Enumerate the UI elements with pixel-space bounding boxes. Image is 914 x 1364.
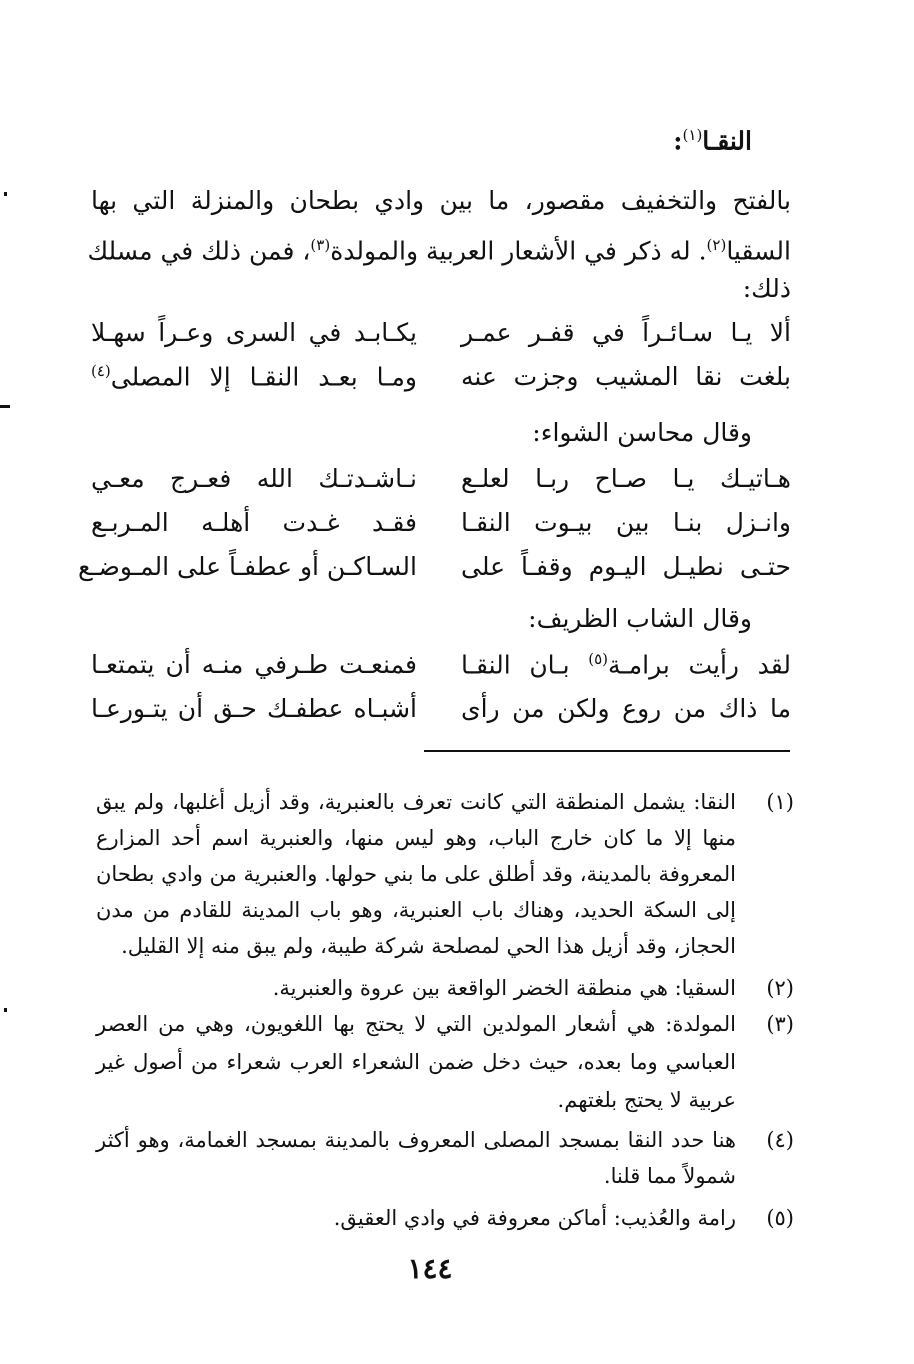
footnote-ref-2: (٢) [706,236,727,254]
poem2-verse3-left: السـاكـن أو عطفـاً على المـوضـع [77,552,417,581]
poet-intro-3: وقال الشاب الظريف: [528,604,752,633]
page-number: ١٤٤ [407,1252,453,1285]
footnote-1-line-4: إلى السكة الحديد، وهناك باب العنبرية، وهو باب المدينة للقادم من مدن [96,898,736,922]
footnote-3-line-2: العباسي وما بعده، حيث دخل ضمن الشعراء العرب شعراء من أصول غير [96,1050,736,1074]
footnote-4-line-1: هنا حدد النقا بمسجد المصلى المعروف بالمدينة بمسجد الغمامة، وهو أكثر [96,1128,736,1152]
entry-heading-colon: : [673,126,683,156]
footnote-3-line-3: عربية لا يحتج بلغتهم. [557,1088,736,1112]
scan-mark-bottom [4,1008,7,1012]
poem2-verse1-left: نـاشـدتـك الله فعـرج معـي [91,464,417,493]
intro-line-2-rest2: ، فمن ذلك في مسلك [87,236,311,266]
poem3-verse1-right-rest: بـان النقـا [461,650,589,680]
poem2-verse3-right: حتـى نطيـل اليـوم وقفـاً على [461,552,791,581]
footnote-4-line-2: شمولاً مما قلنا. [603,1164,736,1188]
footnote-ref-3: (٣) [310,236,331,254]
poem3-verse2-left: أشبـاه عطفـك حـق أن يتـورعـا [91,694,417,723]
intro-line-2-text: السقيا [726,236,791,266]
footnote-3-line-1: المولدة: هي أشعار المولدين التي لا يحتج بها اللغويون، وهي من العصر [96,1012,736,1036]
intro-line-2-rest: . له ذكر في الأشعار العربية والمولدة [330,236,707,266]
intro-line-3: ذلك: [742,274,791,303]
footnote-1-line-1: النقا: يشمل المنطقة التي كانت تعرف بالعنبرية، وقد أزيل أغلبها، ولم يبق [96,790,736,814]
poet-intro-2: وقال محاسن الشواء: [532,418,752,447]
footnote-1-number: (١) [766,790,794,814]
entry-heading [673,126,752,155]
entry-heading-title: النقـا [702,126,752,156]
footnote-1-line-5: الحجاز، وقد أزيل هذا الحي لمصلحة شركة طيبة، ولم يبق منه إلا القليل. [121,934,736,958]
scan-mark-middle [0,405,10,408]
footnote-5-line-1: رامة والعُذيب: أماكن معروفة في وادي العقيق. [333,1206,736,1230]
poem3-verse2-right: ما ذاك من روع ولكن من رأى [461,694,791,723]
poem2-verse1-right: هـاتيـك يـا صـاح ربـا لعلـع [461,464,791,493]
poem3-verse1-right [461,650,791,679]
poem1-verse2-right: بلغت نقا المشيب وجزت عنه [461,362,791,391]
footnote-5-number: (٥) [766,1206,794,1230]
poem1-verse1-left: يكـابـد في السرى وعـراً سهـلا [91,318,417,347]
footnote-divider [424,750,790,752]
footnote-1-line-2: منها إلا ما كان خارج الباب، وهو ليس منها، والعنبرية اسم أحد المزارع [96,826,736,850]
poem1-verse2-left-text: ومـا بعـد النقـا إلا المصلى [110,362,417,392]
intro-line-1: بالفتح والتخفيف مقصور، ما بين وادي بطحان والمنزلة التي بها [91,186,791,215]
footnote-3-number: (٣) [766,1012,794,1036]
poem3-verse1-right-text: لقد رأيت برامـة [608,650,791,680]
footnote-1-line-3: المعروفة بالمدينة، وقد أطلق على ما بني حولها. والعنبرية من وادي بطحان [96,862,736,886]
poem2-verse2-left: فقـد غـدت أهلـه المـربـع [91,508,417,537]
footnote-ref-5: (٥) [588,650,608,668]
poem1-verse1-right: ألا يـا سـائـراً في قفـر عمـر [461,318,791,347]
footnote-2-line-1: السقيا: هي منطقة الخضر الواقعة بين عروة والعنبرية. [272,976,736,1000]
poem2-verse2-right: وانـزل بنـا بين بيـوت النقـا [461,508,791,537]
footnote-4-number: (٤) [766,1128,794,1152]
poem1-verse2-left [91,362,417,391]
entry-heading-ref: (١) [682,126,703,144]
footnote-2-number: (٢) [766,976,794,1000]
scan-mark-top [4,192,7,196]
poem3-verse1-left: فمنعـت طـرفي منـه أن يتمتعـا [91,650,417,679]
footnote-ref-4: (٤) [91,362,111,380]
